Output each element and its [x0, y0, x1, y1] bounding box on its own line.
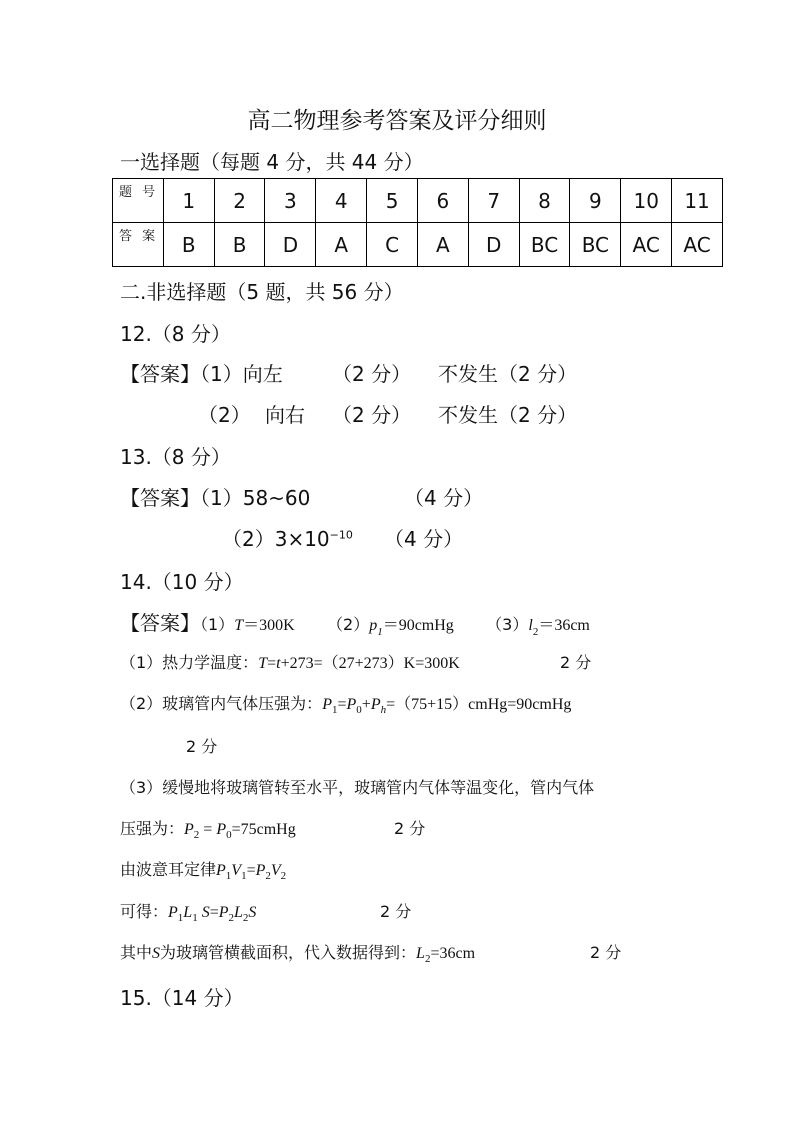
step-text: = [199, 821, 217, 838]
symbol-P: P [255, 862, 266, 879]
symbol-P: P [216, 862, 226, 879]
q14-summary [120, 607, 590, 638]
q15-heading: 15.（14 分） [120, 986, 244, 1010]
table-cell: 1 [163, 179, 214, 223]
subscript: 1 [225, 870, 232, 883]
q14-summary-1: （1） [200, 615, 235, 634]
subscript: 2 [265, 870, 271, 883]
table-cell: 4 [316, 179, 367, 223]
answer-table [112, 178, 723, 267]
q14-final-score: 2 分 [590, 943, 622, 962]
step-text: = [267, 655, 277, 672]
table-row-answers [113, 223, 723, 267]
table-cell: 9 [570, 179, 621, 223]
table-cell: 5 [367, 179, 418, 223]
q14-step3b [120, 816, 296, 841]
table-cell: A [316, 223, 367, 267]
q13-heading: 13.（8 分） [120, 445, 231, 469]
q14-summary-2: （2） [327, 615, 370, 634]
step-text: =36cm [430, 945, 476, 962]
symbol-S: S [248, 904, 257, 921]
section-one-heading: 一选择题（每题 4 分，共 44 分） [120, 150, 424, 174]
table-cell: AC [621, 223, 672, 267]
q14-summary-3: （3） [486, 615, 529, 634]
q14-step2 [120, 691, 571, 716]
table-cell: 2 [214, 179, 265, 223]
table-cell: B [214, 223, 265, 267]
page-title: 高二物理参考答案及评分细则 [247, 108, 547, 134]
q12-answer-line1 [120, 358, 283, 387]
subscript: 0 [356, 704, 362, 717]
q13-part2 [222, 523, 353, 552]
q14-result [120, 899, 256, 924]
step-text: 压强为： [120, 819, 185, 838]
subscript: 2 [228, 912, 235, 925]
q13-part2-value: （2）3×10 [222, 527, 330, 551]
subscript: 2 [242, 912, 249, 925]
symbol-l: l [528, 617, 533, 634]
symbol-V: V [231, 862, 242, 879]
symbol-V: V [270, 862, 281, 879]
table-cell: BC [570, 223, 621, 267]
q14-step3: （3）缓慢地将玻璃管转至水平，玻璃管内气体等温变化，管内气体 [120, 778, 595, 797]
subscript: 1 [177, 912, 184, 925]
q12-part1-score: （2 分） [332, 362, 412, 386]
table-cell: D [468, 223, 519, 267]
subscript: 1 [377, 626, 383, 638]
answer-tag: 【答案】 [120, 611, 200, 635]
table-cell: D [265, 223, 316, 267]
q14-summary-l: ＝36cm [538, 617, 590, 634]
subscript: 2 [193, 829, 200, 842]
q14-step1-score: 2 分 [560, 653, 592, 672]
q12-part2-label: （2） [198, 403, 251, 427]
q14-heading: 14.（10 分） [120, 570, 244, 594]
table-cell: A [417, 223, 468, 267]
subscript: 2 [532, 626, 539, 638]
step-text: 为玻璃管横截面积，代入数据得到： [160, 943, 417, 962]
table-cell: 10 [621, 179, 672, 223]
symbol-L: L [416, 945, 425, 962]
q13-part2-score: （4 分） [384, 527, 464, 551]
step-text: （2）玻璃管内气体压强为： [120, 694, 323, 713]
step-text: 可得： [120, 902, 169, 921]
table-cell: C [367, 223, 418, 267]
symbol-P: P [322, 696, 332, 713]
symbol-P: P [218, 904, 229, 921]
subscript: 2 [424, 953, 431, 966]
symbol-p: p [369, 617, 378, 634]
step-text: （1）热力学温度： [120, 653, 259, 672]
step-text: =75cmHg [231, 821, 296, 838]
symbol-P: P [370, 696, 381, 713]
subscript: 1 [331, 704, 338, 717]
q13-exponent: −10 [329, 528, 353, 542]
q12-heading: 12.（8 分） [120, 322, 231, 346]
symbol-P: P [216, 821, 227, 838]
symbol-S: S [152, 945, 161, 962]
symbol-S: S [197, 904, 210, 921]
step-text: =（75+15）cmHg=90cmHg [386, 696, 572, 713]
step-text: + [361, 696, 371, 713]
q12-part2-score: （2 分） [332, 403, 412, 427]
table-header-number: 题 号 [113, 179, 164, 223]
table-cell: 3 [265, 179, 316, 223]
q13-part1-score: （4 分） [404, 486, 484, 510]
symbol-P: P [168, 904, 178, 921]
answer-tag: 【答案】 [120, 486, 200, 510]
table-cell: BC [519, 223, 570, 267]
q14-summary-p: ＝90cmHg [382, 617, 454, 634]
table-cell: 6 [417, 179, 468, 223]
q14-result-score: 2 分 [380, 902, 412, 921]
q12-part1: （1）向左 [200, 362, 283, 386]
symbol-L: L [234, 904, 243, 921]
subscript: 0 [226, 829, 232, 842]
answer-tag: 【答案】 [120, 362, 200, 386]
q12-part2-result: 不发生（2 分） [438, 403, 578, 427]
symbol-L: L [183, 904, 193, 921]
table-cell: AC [672, 223, 723, 267]
step-text: = [337, 696, 347, 713]
subscript: 1 [241, 870, 247, 883]
table-header-answer: 答 案 [113, 223, 164, 267]
table-row-numbers [113, 179, 723, 223]
q13-part1: （1）58~60 [200, 486, 311, 510]
section-two-heading: 二.非选择题（5 题，共 56 分） [120, 280, 404, 304]
step-text: 由波意耳定律 [120, 860, 217, 879]
step-text: +273=（27+273）K=300K [280, 655, 460, 672]
step-text: = [246, 862, 256, 879]
subscript: 1 [192, 912, 198, 925]
table-cell: 8 [519, 179, 570, 223]
table-cell: B [163, 223, 214, 267]
q12-part1-result: 不发生（2 分） [438, 362, 578, 386]
table-cell: 11 [672, 179, 723, 223]
symbol-P: P [346, 696, 357, 713]
symbol-T: T [234, 617, 244, 634]
step-text: 其中 [120, 943, 153, 962]
symbol-P: P [184, 821, 194, 838]
q14-final [120, 940, 475, 965]
symbol-t: t [276, 655, 281, 672]
q14-step2-score: 2 分 [186, 737, 218, 756]
q13-answer-line1 [120, 482, 310, 511]
q14-summary-T: ＝300K [243, 617, 295, 634]
q12-part2: 向右 [265, 403, 305, 427]
step-text: = [209, 904, 219, 921]
subscript: 2 [280, 870, 287, 883]
q14-law [120, 857, 286, 882]
q14-step1 [120, 650, 460, 673]
symbol-T: T [258, 655, 268, 672]
table-cell: 7 [468, 179, 519, 223]
subscript: h [380, 704, 387, 717]
q14-step3b-score: 2 分 [394, 819, 426, 838]
